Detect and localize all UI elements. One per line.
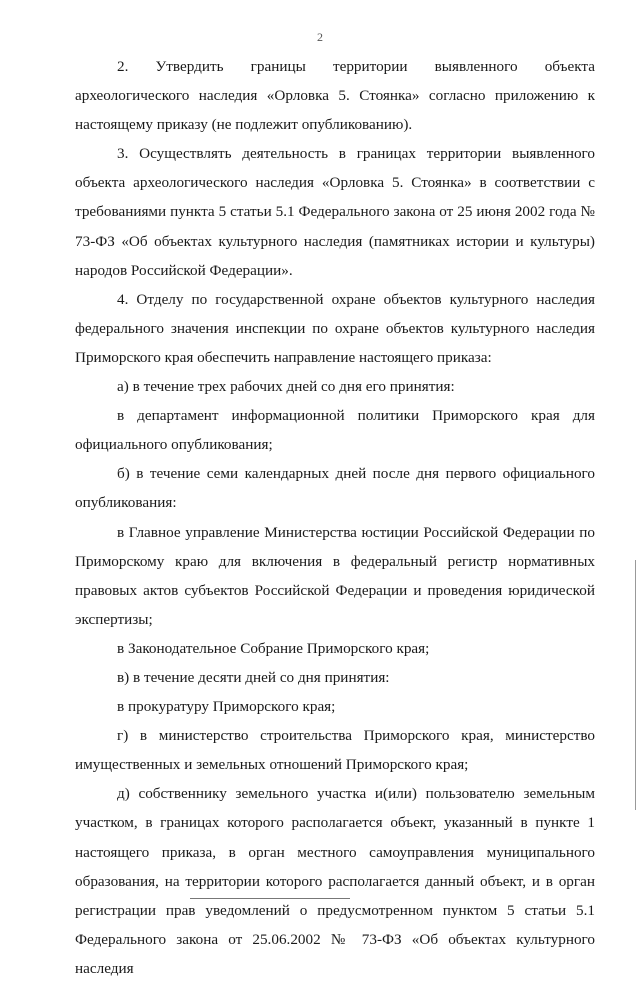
paragraph-item-3: 3. Осуществлять деятельность в границах территории выявленного объекта археологического наследия «Орловка 5. Стоянка» в соответствии с требованиями пункта 5 статьи 5.1 Федерального закона от 25 июня 2002 года № 73-ФЗ «Об объектах культурного наследия (памятниках истории и культуры) народов Российской Федерации».: [75, 145, 595, 279]
subparagraph-b: б) в течение семи календарных дней после дня первого официального опубликования:: [75, 465, 595, 512]
paragraph-item-2: 2. Утвердить границы территории выявленного объекта археологического наследия «Орловка 5. Стоянка» согласно приложению к настоящему приказу (не подлежит опубликованию).: [75, 58, 595, 134]
subparagraph-v: в) в течение десяти дней со дня принятия:: [117, 668, 390, 686]
document-body: [75, 52, 595, 983]
page-number: 2: [317, 30, 323, 44]
scan-bottom-line: [190, 898, 350, 899]
paragraph-item-4: 4. Отделу по государственной охране объектов культурного наследия федерального значения инспекции по охране объектов культурного наследия Приморского края обеспечить направление настоящего приказа:: [75, 290, 595, 366]
recipient-legislative-assembly: в Законодательное Собрание Приморского края;: [117, 639, 430, 657]
subparagraph-a: а) в течение трех рабочих дней со дня его принятия:: [117, 378, 455, 396]
recipient-prosecutor: в прокуратуру Приморского края;: [117, 698, 336, 716]
subparagraph-g: г) в министерство строительства Приморского края, министерство имущественных и земельных отношений Приморского края;: [75, 727, 595, 774]
recipient-justice-ministry: в Главное управление Министерства юстиции Российской Федерации по Приморскому краю для включения в федеральный регистр нормативных правовых актов субъектов Российской Федерации и проведения юридической экспертизы;: [75, 523, 595, 628]
scan-edge-mark: [635, 560, 636, 810]
subparagraph-d: д) собственнику земельного участка и(или) пользователю земельным участком, в границах которого располагается объект, указанный в пункте 1 настоящего приказа, в орган местного самоуправления муниципального образования, на территории которого располагается данный объект, и в орган регистрации прав уведомлений о предусмотренном пунктом 5 статьи 5.1 Федерального закона от 25.06.2002 № 73-ФЗ «Об объектах культурного наследия: [75, 785, 595, 977]
recipient-info-policy-dept: в департамент информационной политики Приморского края для официального опубликования;: [75, 407, 595, 454]
